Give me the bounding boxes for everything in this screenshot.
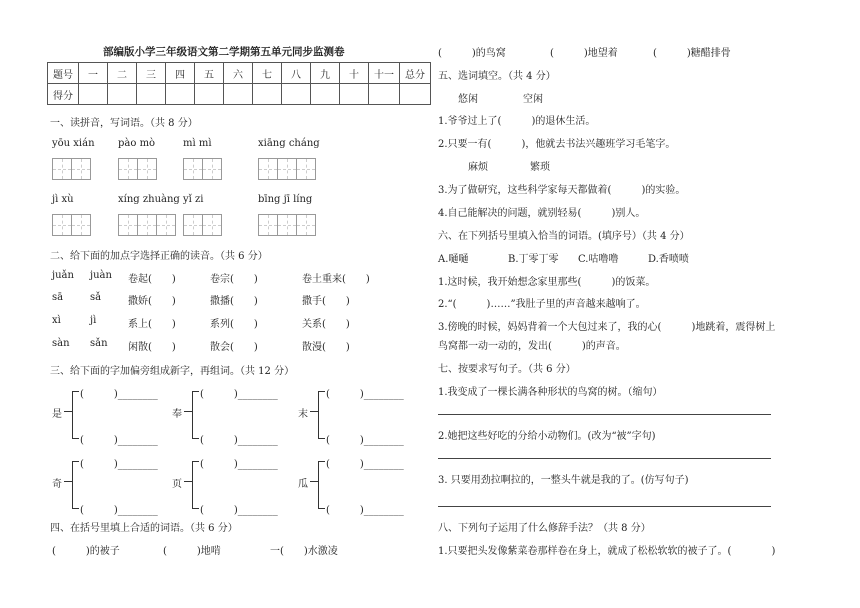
pinyin-label: yōu xián <box>52 138 95 149</box>
blank-item[interactable]: ( )地望着 <box>550 48 618 59</box>
base-character: 页 <box>172 479 182 490</box>
writing-cell[interactable] <box>118 214 138 236</box>
brace-icon <box>192 391 199 439</box>
radical-blank[interactable]: ( )________ <box>326 435 404 446</box>
word-option: 繁琐 <box>530 162 550 173</box>
score-header-cell: 五 <box>195 63 224 84</box>
word-blank[interactable]: 系列( ) <box>210 319 258 330</box>
brace-icon <box>64 481 72 482</box>
base-character: 是 <box>52 409 62 420</box>
radical-blank[interactable]: ( )________ <box>326 389 404 400</box>
section-6-heading: 六、在下列括号里填入恰当的词语。(填序号）（共 4 分） <box>438 231 690 242</box>
section-3-heading: 三、给下面的字加偏旁组成新字，再组词。（共 12 分） <box>50 366 295 377</box>
writing-grid[interactable] <box>258 214 315 236</box>
score-header-cell: 十 <box>340 63 369 84</box>
writing-grid[interactable] <box>183 158 221 180</box>
score-table <box>47 62 431 105</box>
radical-blank[interactable]: ( )________ <box>200 459 278 470</box>
question[interactable]: 1.爷爷过上了( )的退休生活。 <box>438 116 596 127</box>
base-character: 瓜 <box>298 479 308 490</box>
question[interactable]: 3.为了做研究，这些科学家每天都做着( )的实验。 <box>438 185 686 196</box>
word-option: 空闲 <box>523 94 543 105</box>
question[interactable]: 1.只要把头发像紫菜卷那样卷在身上，就成了松松软软的被子了。( ) <box>438 546 776 557</box>
section-2-heading: 二、给下面的加点字选择正确的读音。（共 6 分） <box>50 251 268 262</box>
brace-icon <box>310 411 318 412</box>
question[interactable]: 2.“( )……”我肚子里的声音越来越响了。 <box>438 299 646 310</box>
word-blank[interactable]: 散漫( ) <box>302 342 350 353</box>
question: 3. 只要用劲拉啊拉的，一整头牛就是我的了。(仿写句子) <box>438 475 689 486</box>
score-cell[interactable] <box>400 84 431 105</box>
writing-cell[interactable] <box>137 214 157 236</box>
score-header-cell: 题号 <box>48 63 79 84</box>
question: 1.我变成了一棵长满各种形状的鸟窝的树。（缩句） <box>438 387 663 398</box>
score-row-label: 得分 <box>48 84 79 105</box>
reading-option: juàn <box>90 270 112 281</box>
pinyin-label: xíng zhuàng <box>118 194 180 205</box>
blank-item[interactable]: ( )糖醋排骨 <box>653 48 731 59</box>
question[interactable]: 2.只要一有( )，他就去书法兴趣班学习毛笔字。 <box>438 139 676 150</box>
question[interactable]: 1.这时候，我开始想念家里那些( )的饭菜。 <box>438 277 656 288</box>
radical-blank[interactable]: ( )________ <box>80 459 158 470</box>
brace-icon <box>310 481 318 482</box>
word-blank[interactable]: 卷土重来( ) <box>302 274 370 285</box>
pinyin-label: mì mì <box>183 138 212 149</box>
writing-cell[interactable] <box>277 214 297 236</box>
brace-icon <box>64 411 72 412</box>
reading-option: jì <box>90 315 97 326</box>
writing-cell[interactable] <box>52 214 72 236</box>
option: D.香喷喷 <box>648 254 689 265</box>
writing-grid[interactable] <box>52 158 90 180</box>
score-header-cell: 九 <box>311 63 340 84</box>
score-cell[interactable] <box>369 84 400 105</box>
brace-icon <box>72 461 79 509</box>
radical-blank[interactable]: ( )________ <box>80 435 158 446</box>
option: A.嗵嗵 <box>438 254 469 265</box>
writing-cell[interactable] <box>202 214 222 236</box>
writing-grid[interactable] <box>118 158 156 180</box>
radical-blank[interactable]: ( )________ <box>326 505 404 516</box>
reading-option: sā <box>52 292 64 303</box>
score-header-cell: 八 <box>282 63 311 84</box>
pinyin-label: xiāng cháng <box>258 138 320 149</box>
word-option: 麻烦 <box>468 162 488 173</box>
score-cell[interactable] <box>224 84 253 105</box>
writing-cell[interactable] <box>202 158 222 180</box>
reading-option: xì <box>52 315 61 326</box>
score-header-cell: 四 <box>166 63 195 84</box>
score-cell[interactable] <box>340 84 369 105</box>
score-header-cell: 七 <box>253 63 282 84</box>
brace-icon <box>184 481 192 482</box>
writing-grid[interactable] <box>52 214 90 236</box>
writing-cell[interactable] <box>52 158 72 180</box>
writing-cell[interactable] <box>277 158 297 180</box>
answer-line[interactable] <box>438 458 771 459</box>
writing-grid[interactable] <box>183 214 221 236</box>
blank-item[interactable]: ( )的被子 <box>52 546 120 557</box>
word-blank[interactable]: 撒手( ) <box>302 296 350 307</box>
writing-grid[interactable] <box>258 158 315 180</box>
option: B.丁零丁零 <box>508 254 559 265</box>
word-blank[interactable]: 卷起( ) <box>128 274 176 285</box>
blank-item[interactable]: ( )地啃 <box>163 546 221 557</box>
question[interactable]: 4.自己能解决的问题，就别轻易( )别人。 <box>438 208 646 219</box>
word-blank[interactable]: 散会( ) <box>210 342 258 353</box>
pinyin-label: bīng jī líng <box>258 194 313 205</box>
brace-icon <box>192 461 199 509</box>
radical-blank[interactable]: ( )________ <box>326 459 404 470</box>
word-blank[interactable]: 卷宗( ) <box>210 274 258 285</box>
brace-icon <box>184 411 192 412</box>
word-blank[interactable]: 撒播( ) <box>210 296 258 307</box>
word-blank[interactable]: 闲散( ) <box>128 342 176 353</box>
writing-cell[interactable] <box>118 158 138 180</box>
score-cell[interactable] <box>195 84 224 105</box>
question[interactable]: 鸟窝都一动一动的，发出( )的声音。 <box>438 341 626 352</box>
word-blank[interactable]: 撒娇( ) <box>128 296 176 307</box>
answer-line[interactable] <box>438 414 771 415</box>
reading-option: sǎn <box>90 338 108 349</box>
radical-blank[interactable]: ( )________ <box>200 505 278 516</box>
score-cell[interactable] <box>137 84 166 105</box>
writing-cell[interactable] <box>183 214 203 236</box>
radical-blank[interactable]: ( )________ <box>200 435 278 446</box>
base-character: 奉 <box>172 409 182 420</box>
pinyin-label: pào mò <box>118 138 156 149</box>
section-7-heading: 七、按要求写句子。（共 6 分） <box>438 364 576 375</box>
score-header-cell: 二 <box>108 63 137 84</box>
brace-icon <box>72 391 79 439</box>
blank-item[interactable]: 一( )水激凌 <box>270 546 338 557</box>
question[interactable]: 3.傍晚的时候，妈妈背着一个大包过来了，我的心( )地跳着，震得树上 <box>438 322 776 333</box>
writing-grid[interactable] <box>118 214 175 236</box>
page-title: 部编版小学三年级语文第二学期第五单元同步监测卷 <box>103 46 345 58</box>
brace-icon <box>318 391 325 439</box>
writing-cell[interactable] <box>71 214 91 236</box>
writing-cell[interactable] <box>296 214 316 236</box>
reading-option: sǎ <box>90 292 102 303</box>
pinyin-label: yǐ zi <box>183 194 204 205</box>
writing-cell[interactable] <box>183 158 203 180</box>
score-header-cell: 三 <box>137 63 166 84</box>
word-option: 悠闲 <box>458 94 478 105</box>
base-character: 奇 <box>52 479 62 490</box>
score-cell[interactable] <box>282 84 311 105</box>
writing-cell[interactable] <box>156 214 176 236</box>
blank-item[interactable]: ( )的鸟窝 <box>438 48 506 59</box>
section-4-heading: 四、在括号里填上合适的词语。（共 6 分） <box>50 523 238 534</box>
score-header-cell: 总分 <box>400 63 431 84</box>
section-1-heading: 一、读拼音，写词语。（共 8 分） <box>50 118 198 129</box>
base-character: 末 <box>298 409 308 420</box>
score-cell[interactable] <box>79 84 108 105</box>
writing-cell[interactable] <box>296 158 316 180</box>
score-header-cell: 六 <box>224 63 253 84</box>
writing-cell[interactable] <box>258 158 278 180</box>
word-blank[interactable]: 系上( ) <box>128 319 176 330</box>
reading-option: sàn <box>52 338 70 349</box>
word-blank[interactable]: 关系( ) <box>302 319 350 330</box>
score-cell[interactable] <box>166 84 195 105</box>
radical-blank[interactable]: ( )________ <box>80 505 158 516</box>
score-cell[interactable] <box>311 84 340 105</box>
radical-blank[interactable]: ( )________ <box>200 389 278 400</box>
reading-option: juǎn <box>52 270 74 281</box>
writing-cell[interactable] <box>258 214 278 236</box>
writing-cell[interactable] <box>71 158 91 180</box>
score-cell[interactable] <box>253 84 282 105</box>
section-5-heading: 五、选词填空。（共 4 分） <box>438 71 556 82</box>
radical-blank[interactable]: ( )________ <box>80 389 158 400</box>
answer-line[interactable] <box>438 506 771 507</box>
score-header-cell: 十一 <box>369 63 400 84</box>
brace-icon <box>318 461 325 509</box>
writing-cell[interactable] <box>137 158 157 180</box>
section-8-heading: 八、下列句子运用了什么修辞手法？（共 8 分） <box>438 523 651 534</box>
question: 2.她把这些好吃的分给小动物们。(改为“被”字句) <box>438 431 656 442</box>
option: C.咕噜噜 <box>578 254 619 265</box>
score-header-cell: 一 <box>79 63 108 84</box>
score-cell[interactable] <box>108 84 137 105</box>
pinyin-label: jì xù <box>52 194 74 205</box>
